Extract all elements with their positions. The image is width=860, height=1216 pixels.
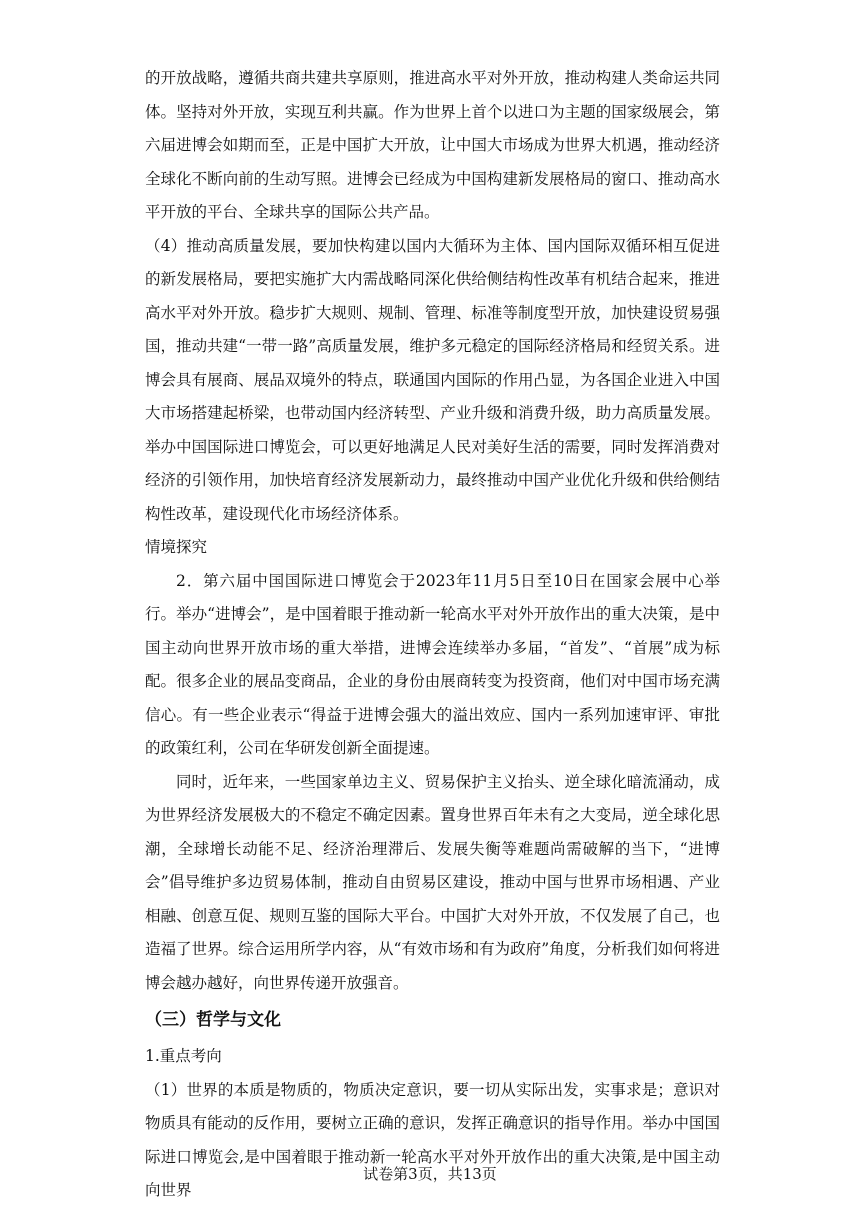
page-footer: 试卷第3页，共13页	[363, 1165, 497, 1183]
paragraph-matter-consciousness: （1）世界的本质是物质的，物质决定意识，要一切从实际出发，实事求是；意识对物质具有能动的反作用，要树立正确的意识，发挥正确意识的指导作用。举办中国国际进口博览会,是中国着眼于推动新一轮高水平对外开放作出的重大决策,是中国主动向世界	[145, 1080, 720, 1199]
page-content	[145, 62, 720, 1208]
question-2-paragraph: 2．第六届中国国际进口博览会于2023年11月5日至10日在国家会展中心举行。举办“进博会”，是中国着眼于推动新一轮高水平对外开放作出的重大决策，是中国主动向世界开放市场的重大举措，进博会连续举办多届，“首发”、“首展”成为标配。很多企业的展品变商品，企业的身份由展商转变为投资商，他们对中国市场充满信心。有一些企业表示“得益于进博会强大的溢出效应、国内一系列加速审评、审批的政策红利，公司在华研发创新全面提速。	[145, 571, 720, 757]
label-key-directions: 1.重点考向	[145, 1047, 222, 1065]
paragraph-high-quality-development: （4）推动高质量发展，要加快构建以国内大循环为主体、国内国际双循环相互促进的新发展格局，要把实施扩大内需战略同深化供给侧结构性改革有机结合起来，推进高水平对外开放。稳步扩大规则、规制、管理、标准等制度型开放，加快建设贸易强国，推动共建“一带一路”高质量发展，维护多元稳定的国际经济格局和经贸关系。进博会具有展商、展品双境外的特点，联通国内国际的作用凸显，为各国企业进入中国大市场搭建起桥梁，也带动国内经济转型、产业升级和消费升级，助力高质量发展。举办中国国际进口博览会，可以更好地满足人民对美好生活的需要，同时发挥消费对经济的引领作用，加快培育经济发展新动力，最终推动中国产业优化升级和供给侧结构性改革，建设现代化市场经济体系。	[145, 236, 720, 523]
section-heading-philosophy-culture: （三）哲学与文化	[145, 1010, 281, 1030]
label-situation-inquiry: 情境探究	[145, 538, 208, 556]
question-2-paragraph-continued: 同时，近年来，一些国家单边主义、贸易保护主义抬头、逆全球化暗流涌动，成为世界经济发展极大的不稳定不确定因素。置身世界百年未有之大变局，逆全球化思潮，全球增长动能不足、经济治理滞后、发展失衡等难题尚需破解的当下，“进博会”倡导维护多边贸易体制，推动自由贸易区建设，推动中国与世界市场相遇、产业相融、创意互促、规则互鉴的国际大平台。中国扩大对外开放，不仅发展了自己，也造福了世界。综合运用所学内容，从“有效市场和有为政府”角度，分析我们如何将进博会越办越好，向世界传递开放强音。	[145, 772, 720, 992]
paragraph-open-strategy: 的开放战略，遵循共商共建共享原则，推进高水平对外开放，推动构建人类命运共同体。坚持对外开放，实现互利共赢。作为世界上首个以进口为主题的国家级展会，第六届进博会如期而至，正是中国扩大开放，让中国大市场成为世界大机遇，推动经济全球化不断向前的生动写照。进博会已经成为中国构建新发展格局的窗口、推动高水平开放的平台、全球共享的国际公共产品。	[145, 69, 720, 221]
